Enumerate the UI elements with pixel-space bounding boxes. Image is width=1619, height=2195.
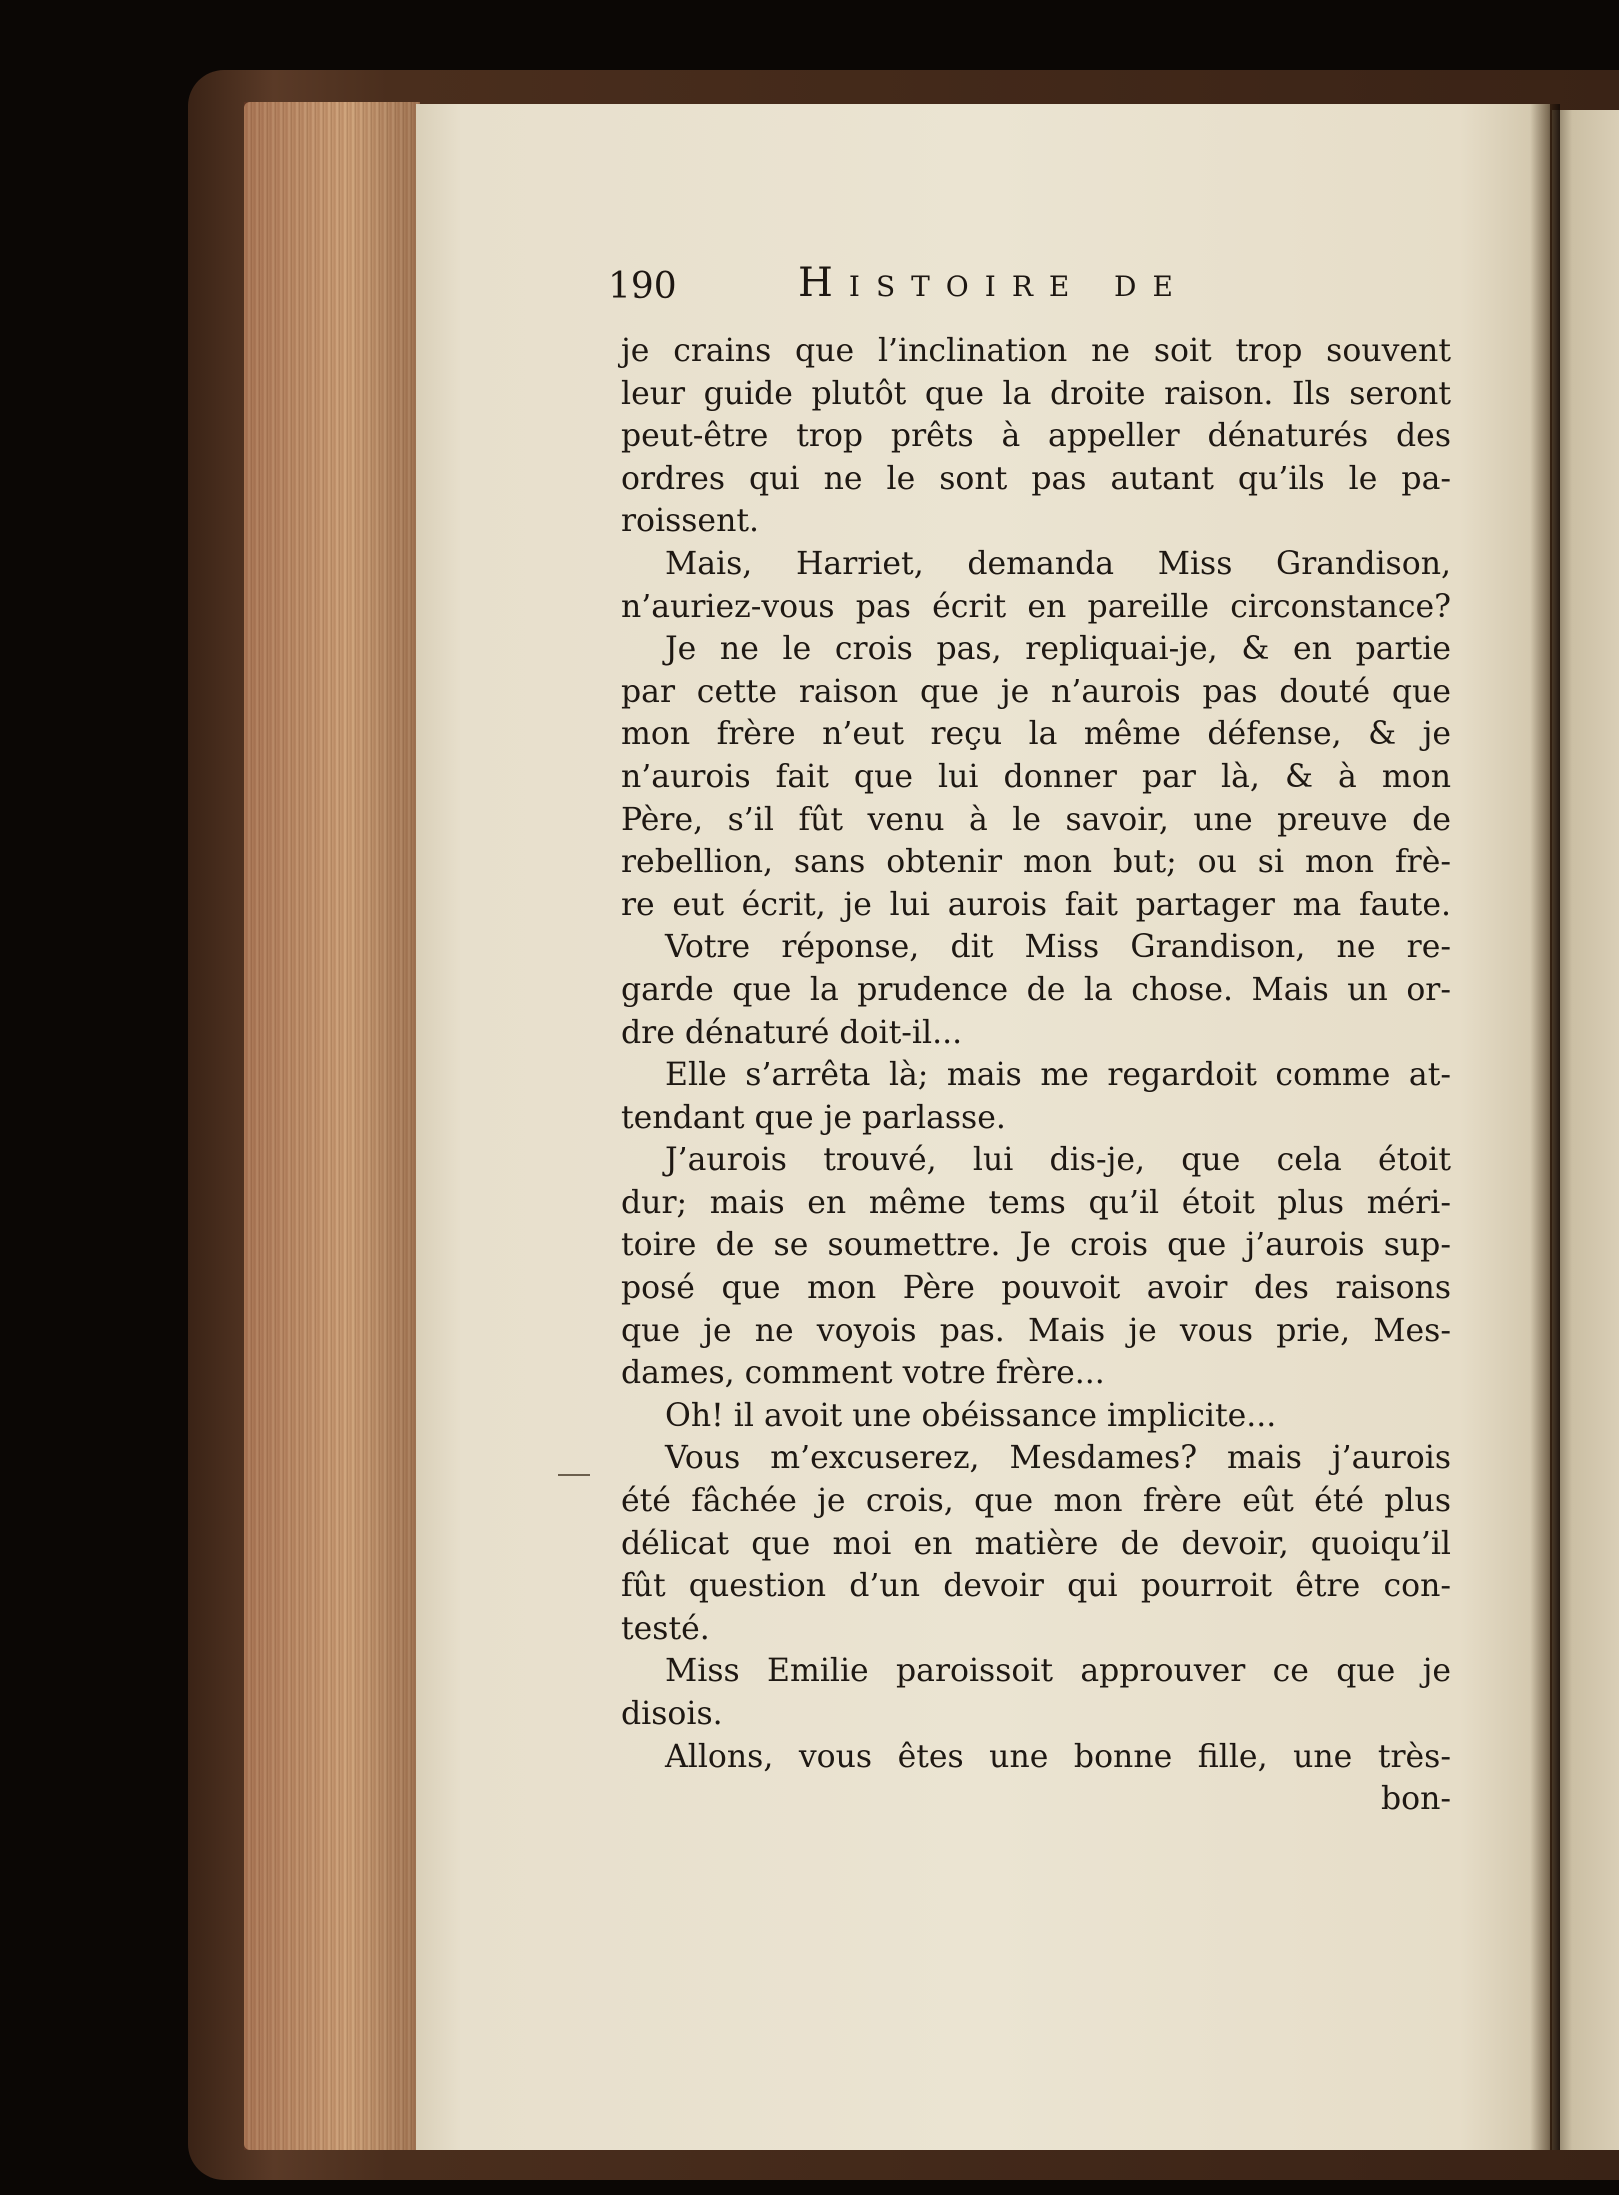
text-line: par cette raison que je n’aurois pas douté que: [621, 673, 1451, 710]
text-line: rebellion, sans obtenir mon but; ou si mon frè-: [621, 844, 1451, 881]
text-line: re eut écrit, je lui aurois fait partager ma faute.: [621, 886, 1451, 923]
text-line: dur; mais en même tems qu’il étoit plus méri-: [621, 1184, 1451, 1221]
running-head: [608, 260, 1458, 326]
text-line: Vous m’excuserez, Mesdames? mais j’aurois: [665, 1440, 1451, 1477]
text-line: été fâchée je crois, que mon frère eût été plus: [621, 1483, 1451, 1520]
text-line: mon frère n’eut reçu la même défense, & je: [621, 716, 1451, 753]
text-line: Oh! il avoit une obéissance implicite...: [665, 1397, 1277, 1434]
text-line: ordres qui ne le sont pas autant qu’ils le pa-: [621, 460, 1451, 497]
text-line: Je ne le crois pas, repliquai-je, & en partie: [665, 631, 1451, 668]
text-line: disois.: [621, 1696, 723, 1732]
text-line: fût question d’un devoir qui pourroit être con-: [621, 1568, 1451, 1605]
text-line: toire de se soumettre. Je crois que j’aurois sup-: [621, 1227, 1451, 1264]
text-line: tendant que je parlasse.: [621, 1099, 1006, 1136]
text-line: posé que mon Père pouvoit avoir des raisons: [621, 1270, 1451, 1307]
text-line: Père, s’il fût venu à le savoir, une preuve de: [621, 801, 1451, 838]
text-line: que je ne voyois pas. Mais je vous prie, Mes-: [621, 1312, 1451, 1349]
text-line: Elle s’arrêta là; mais me regardoit comme at-: [665, 1057, 1451, 1094]
book-gutter: [1530, 104, 1560, 2150]
text-line: Allons, vous êtes une bonne fille, une très-: [665, 1738, 1451, 1775]
body-text: [621, 330, 1451, 1821]
text-line: leur guide plutôt que la droite raison. Ils seront: [621, 375, 1451, 412]
catchword: bon-: [1380, 1781, 1451, 1818]
text-line: Votre réponse, dit Miss Grandison, ne re-: [665, 929, 1451, 966]
text-line: n’aurois fait que lui donner par là, & à mon: [621, 758, 1451, 795]
right-page-edge: [1552, 110, 1619, 2150]
running-head-title: Histoire de: [798, 260, 1189, 306]
text-line: n’auriez-vous pas écrit en pareille circonstance?: [621, 588, 1451, 625]
margin-dash: [558, 1474, 590, 1476]
text-line: testé.: [621, 1610, 710, 1647]
text-line: roissent.: [621, 503, 760, 540]
text-line: dre dénaturé doit-il...: [621, 1014, 963, 1051]
text-line: délicat que moi en matière de devoir, quoiqu’il: [621, 1525, 1451, 1562]
text-line: Miss Emilie paroissoit approuver ce que je: [665, 1653, 1451, 1690]
text-line: je crains que l’inclination ne soit trop souvent: [621, 333, 1451, 369]
text-line: Mais, Harriet, demanda Miss Grandison,: [665, 545, 1451, 582]
page-number: 190: [608, 266, 677, 307]
text-line: dames, comment votre frère...: [621, 1355, 1105, 1392]
text-line: garde que la prudence de la chose. Mais un or-: [621, 971, 1451, 1008]
text-line: J’aurois trouvé, lui dis-je, que cela étoit: [665, 1142, 1451, 1179]
text-line: peut-être trop prêts à appeller dénaturés des: [621, 418, 1451, 455]
page-block-edges: [244, 102, 420, 2150]
